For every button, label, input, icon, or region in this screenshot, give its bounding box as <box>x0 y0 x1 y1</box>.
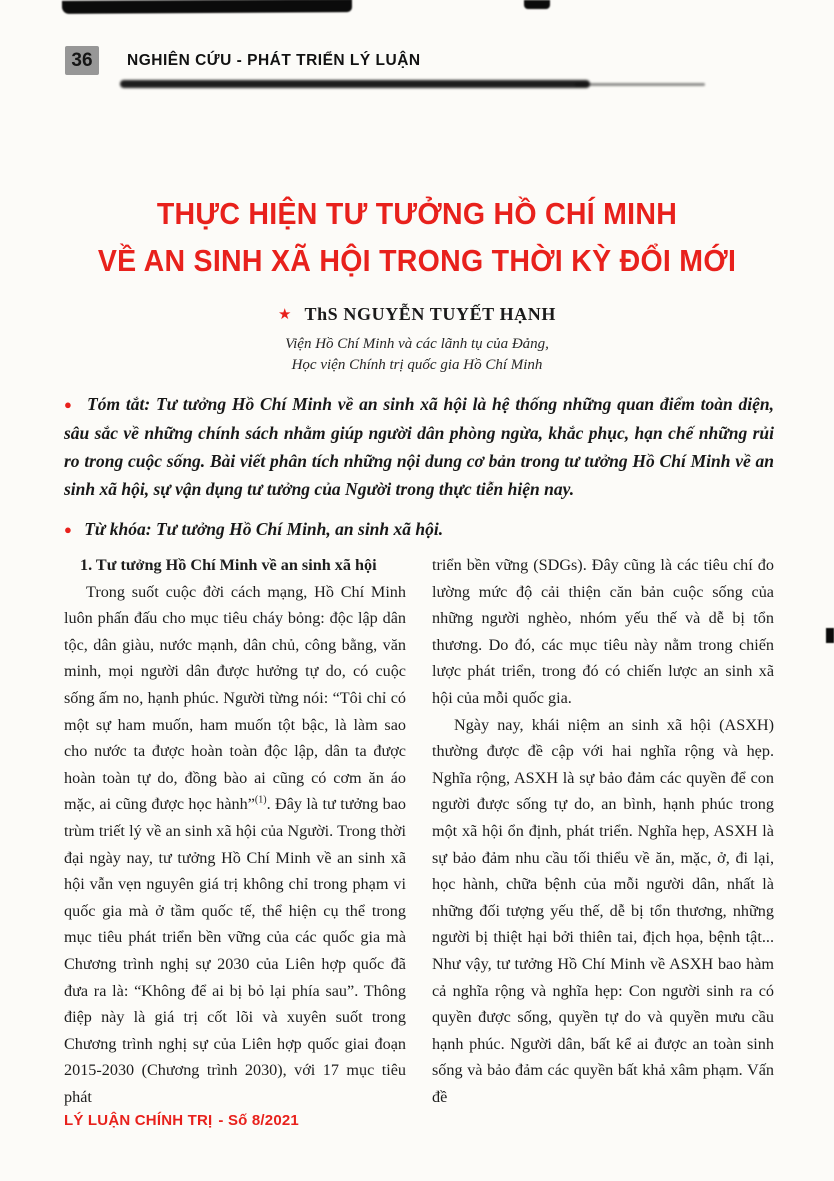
bullet-icon: ● <box>64 522 72 537</box>
paragraph-text: . Đây là tư tưởng bao trùm triết lý về an sinh xã hội của Người. Trong thời đại ngày nay, tư tưởng Hồ Chí Minh về an sinh xã hội vẫn vẹn nguyên giá trị không chỉ trong phạm vi quốc gia mà ở tầm quốc tế, thể hiện cụ thể trong mục tiêu phát triển bền vững của các quốc gia mà Chương trình nghị sự 2030 của Liên hợp quốc đã đưa ra là: “Không để ai bị bỏ lại phía sau”. Thông điệp này là giá trị cốt lõi và xuyên suốt trong Chương trình nghị sự của Liên hợp quốc giai đoạn 2015-2030 (Chương trình 2030), với 17 mục tiêu phát <box>64 795 407 1106</box>
author-name: ThS NGUYỄN TUYẾT HẠNH <box>304 304 556 324</box>
keywords-text: Tư tưởng Hồ Chí Minh, an sinh xã hội. <box>155 519 444 539</box>
article-title <box>0 190 834 284</box>
scan-smudge-tail <box>575 83 705 86</box>
affiliation <box>0 334 834 376</box>
journal-name: LÝ LUẬN CHÍNH TRỊ <box>64 1112 213 1129</box>
body-paragraph <box>64 579 406 1108</box>
front-matter <box>64 390 774 544</box>
footnote-ref: (1) <box>254 794 267 806</box>
body-column-2 <box>432 552 774 1108</box>
abstract-text: Tư tưởng Hồ Chí Minh về an sinh xã hội là hệ thống những quan điểm toàn diện, sâu sắc về những chính sách nhằm giúp người dân phòng ngừa, khắc phục, hạn chế những rủi ro trong cuộc sống. Bài viết phân tích những nội dung cơ bản trong tư tưởng Hồ Chí Minh về an sinh xã hội, sự vận dụng tư tưởng của Người trong thực tiễn hiện nay. <box>64 394 775 499</box>
article-body <box>64 552 774 1108</box>
abstract-label: Tóm tắt: <box>87 394 151 414</box>
affiliation-line1: Viện Hồ Chí Minh và các lãnh tụ của Đảng, <box>285 336 549 352</box>
paragraph-text: Trong suốt cuộc đời cách mạng, Hồ Chí Minh luôn phấn đấu cho mục tiêu cháy bỏng: độc lập dân tộc, dân giàu, nước mạnh, dân chủ, công bằng, văn minh, mọi người dân được hưởng tự do, có cuộc sống ấm no, hạnh phúc. Người từng nói: “Tôi chỉ có một sự ham muốn, ham muốn tột bậc, là làm sao cho nước ta được hoàn toàn độc lập, dân ta được hoàn toàn tự do, đồng bào ai cũng có cơm ăn áo mặc, ai cũng được học hành” <box>64 582 406 814</box>
affiliation-line2: Học viện Chính trị quốc gia Hồ Chí Minh <box>291 357 543 373</box>
star-icon: ★ <box>278 307 292 323</box>
issue-label: - Số 8/2021 <box>218 1112 299 1129</box>
bullet-icon: ● <box>64 397 74 412</box>
author-row <box>0 304 834 325</box>
keywords-label: Từ khóa: <box>84 519 152 539</box>
article-title-line1: THỰC HIỆN TƯ TƯỞNG HỒ CHÍ MINH <box>156 196 678 231</box>
scan-artifact-edge <box>826 628 834 643</box>
page-number: 36 <box>65 46 99 75</box>
scan-artifact-top-left <box>62 0 352 14</box>
scan-artifact-top-right <box>524 0 550 9</box>
scan-smudge-line <box>120 80 590 88</box>
page-header <box>65 46 770 75</box>
keywords <box>64 515 774 544</box>
body-column-1 <box>64 552 406 1108</box>
abstract <box>64 390 774 503</box>
page-footer <box>64 1112 299 1129</box>
running-head: NGHIÊN CỨU - PHÁT TRIỂN LÝ LUẬN <box>127 51 421 69</box>
article-title-line2: VỀ AN SINH XÃ HỘI TRONG THỜI KỲ ĐỔI MỚI <box>97 243 737 278</box>
body-paragraph: Ngày nay, khái niệm an sinh xã hội (ASXH) thường được đề cập với hai nghĩa rộng và hẹp. Nghĩa rộng, ASXH là sự bảo đảm các quyền để con người được sống tự do, an bình, hạnh phúc trong một xã hội ổn định, phát triển. Nghĩa hẹp, ASXH là sự bảo đảm nhu cầu tối thiểu về ăn, mặc, ở, đi lại, học hành, chữa bệnh của mỗi người dân, nhất là những đối tượng yếu thế, dễ bị tổn thương, những người bị thiệt hại bởi thiên tai, địch họa, bệnh tật... Như vậy, tư tưởng Hồ Chí Minh về ASXH bao hàm cả nghĩa rộng và nghĩa hẹp: Con người sinh ra có quyền được sống, quyền tự do và quyền mưu cầu hạnh phúc. Người dân, bất kể ai được an toàn sinh sống và bảo đảm các quyền bất khả xâm phạm. Vấn đề <box>432 715 774 1106</box>
body-paragraph: triển bền vững (SDGs). Đây cũng là các tiêu chí đo lường mức độ cải thiện căn bản cuộc sống của những người nghèo, nhóm yếu thế và dễ bị tổn thương. Do đó, các mục tiêu này nằm trong chiến lược phát triển, trong đó có chiến lược an sinh xã hội của mỗi quốc gia. <box>432 556 774 707</box>
section-heading: 1. Tư tưởng Hồ Chí Minh về an sinh xã hội <box>80 556 377 574</box>
